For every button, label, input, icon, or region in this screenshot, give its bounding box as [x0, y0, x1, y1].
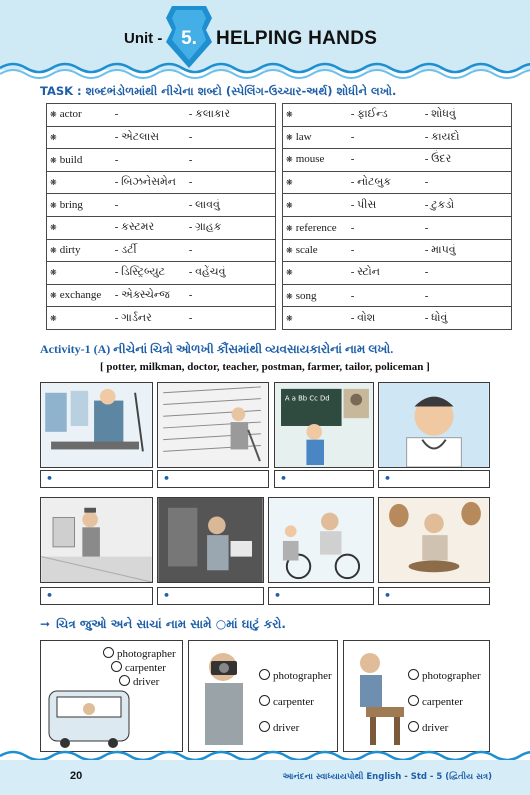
word-english: law [295, 130, 312, 143]
word-pronunciation: - [350, 243, 355, 256]
photographer-illustration [193, 645, 257, 749]
task-instruction [40, 84, 396, 99]
answer-box-6[interactable]: • [157, 587, 264, 605]
quiz2-option-carpenter[interactable]: carpenter [259, 695, 314, 708]
word-meaning: - વહેંચવું [188, 266, 226, 279]
word-cell[interactable] [283, 239, 512, 262]
quiz-box-driver [40, 640, 183, 752]
quiz3-option-driver[interactable]: driver [408, 721, 448, 734]
radio-circle-icon[interactable] [259, 721, 270, 732]
picture-doctor [378, 382, 490, 468]
word-english: exchange [59, 289, 102, 302]
word-pronunciation: - [350, 221, 355, 234]
word-meaning: - ઉંદર [424, 153, 452, 166]
word-meaning: - શોધવું [424, 108, 456, 121]
word-pronunciation: - ફાઈન્ડ [350, 108, 388, 121]
bullet-icon: ❋ [286, 223, 293, 233]
word-row [283, 149, 512, 172]
picture-milkman [268, 497, 374, 583]
task-text: શબ્દભંડોળમાંથી નીચેના શબ્દો (સ્પેલિંગ-ઉચ્ચાર-અર્થ) શોધીને લખો. [85, 84, 397, 98]
word-row [283, 216, 512, 239]
quiz3-option-carpenter[interactable]: carpenter [408, 695, 463, 708]
word-meaning: - કલાકાર [188, 108, 231, 121]
word-row [283, 104, 512, 127]
word-meaning: - ટુકડો [424, 198, 455, 211]
radio-circle-icon[interactable] [259, 669, 270, 680]
word-pronunciation: - [350, 153, 355, 166]
word-row [283, 262, 512, 285]
word-pronunciation: - [114, 153, 119, 166]
word-meaning: - [424, 266, 429, 279]
unit-label: Unit - [124, 30, 163, 47]
word-cell[interactable] [47, 216, 276, 239]
word-cell[interactable] [283, 307, 512, 330]
unit-number: 5. [181, 28, 197, 49]
word-english: scale [295, 243, 318, 256]
bullet-icon: ❋ [286, 245, 293, 255]
word-meaning: - [424, 176, 429, 189]
word-row [47, 216, 276, 239]
word-row [283, 284, 512, 307]
bullet-icon: ❋ [50, 155, 57, 165]
word-meaning: - [424, 289, 429, 302]
word-meaning: - [188, 311, 193, 324]
word-pronunciation: - એટલાસ [114, 130, 160, 143]
word-row [283, 307, 512, 330]
word-row [47, 284, 276, 307]
activity1-title: Activity-1 (A) નીચેનાં ચિત્રો ઓળખી કૌંસમાંથી વ્યવસાયકારોનાં નામ લખો. [40, 342, 394, 356]
bullet-icon: ❋ [50, 245, 57, 255]
word-pronunciation: - [350, 289, 355, 302]
bus-driver-illustration [47, 685, 131, 749]
radio-circle-icon[interactable] [408, 721, 419, 732]
word-cell[interactable] [47, 126, 276, 149]
word-pronunciation: - ડર્ટી [114, 243, 137, 256]
bullet-icon: ❋ [286, 313, 293, 323]
word-row [47, 307, 276, 330]
carpenter-illustration [346, 645, 408, 749]
word-meaning: - [188, 289, 193, 302]
task-label: TASK : [40, 84, 82, 98]
word-english: reference [295, 221, 337, 234]
radio-circle-icon[interactable] [111, 661, 122, 672]
word-meaning: - ગ્રાહક [188, 221, 222, 234]
word-english: song [295, 289, 317, 302]
word-pronunciation: - નોટબુક [350, 176, 392, 189]
bullet-icon: ❋ [286, 178, 293, 188]
quiz1-option-photographer[interactable]: photographer [103, 647, 176, 660]
word-cell[interactable] [283, 284, 512, 307]
bullet-icon: ❋ [286, 155, 293, 165]
word-cell[interactable] [47, 149, 276, 172]
bullet-icon: ❋ [50, 313, 57, 323]
word-cell[interactable] [47, 171, 276, 194]
bullet-icon: ❋ [286, 132, 293, 142]
answer-box-3[interactable]: • [274, 470, 374, 488]
word-meaning: - [188, 243, 193, 256]
word-english: mouse [295, 153, 325, 166]
word-pronunciation: - એક્સ્ચેન્જ [114, 289, 170, 302]
word-row [47, 104, 276, 127]
bullet-icon: ❋ [50, 200, 57, 210]
section2-title [40, 617, 286, 632]
bullet-icon: ❋ [286, 110, 293, 120]
word-meaning: - [188, 153, 193, 166]
bullet-icon: ❋ [50, 223, 57, 233]
bullet-icon: ❋ [286, 268, 293, 278]
word-row [283, 171, 512, 194]
radio-circle-icon[interactable] [119, 675, 130, 686]
arrow-right-icon: ➞ [40, 617, 51, 631]
word-english: dirty [59, 243, 81, 256]
word-meaning: - [424, 221, 429, 234]
picture-policeman [40, 497, 153, 583]
word-row [47, 239, 276, 262]
word-cell[interactable] [283, 126, 512, 149]
word-cell[interactable] [283, 216, 512, 239]
answer-box-2[interactable]: • [157, 470, 269, 488]
word-english: bring [59, 198, 83, 211]
word-cell[interactable] [283, 104, 512, 127]
word-pronunciation: - બિઝનેસમેન [114, 176, 176, 189]
word-meaning: - [188, 130, 193, 143]
quiz-box-photographer [188, 640, 338, 752]
quiz1-option-driver[interactable]: driver [119, 675, 159, 688]
quiz2-option-photographer[interactable]: photographer [259, 669, 332, 682]
word-pronunciation: - સ્ટોન [350, 266, 380, 279]
bullet-icon: ❋ [50, 268, 57, 278]
word-pronunciation: - [114, 108, 119, 121]
quiz-box-carpenter [343, 640, 490, 752]
footer-text: આનંદના સ્વાધ્યાયપોથી English - Std - 5 (દ્વિતીય સત્ર) [282, 772, 492, 782]
word-meaning: - માપવું [424, 243, 456, 256]
radio-circle-icon[interactable] [408, 695, 419, 706]
bullet-icon: ❋ [50, 291, 57, 301]
word-row [47, 126, 276, 149]
word-cell[interactable] [283, 194, 512, 217]
answer-box-8[interactable]: • [378, 587, 490, 605]
page-header [0, 0, 530, 90]
word-cell[interactable] [47, 104, 276, 127]
picture-tailor [40, 382, 153, 468]
word-english: actor [59, 108, 82, 121]
bullet-icon: ❋ [286, 200, 293, 210]
bullet-icon: ❋ [50, 132, 57, 142]
word-row [47, 262, 276, 285]
picture-postman [157, 497, 264, 583]
word-pronunciation: - વોશ [350, 311, 376, 324]
answer-box-5[interactable]: • [40, 587, 153, 605]
word-cell[interactable] [47, 307, 276, 330]
word-pronunciation: - કસ્ટમર [114, 221, 155, 234]
section2-text: ચિત્ર જુઓ અને સાચાં નામ સામે ○માં ઘાટું કરો. [56, 617, 286, 631]
word-cell[interactable] [47, 239, 276, 262]
answer-box-4[interactable]: • [378, 470, 490, 488]
word-pronunciation: - [114, 198, 119, 211]
answer-box-7[interactable]: • [268, 587, 374, 605]
word-pronunciation: - [350, 130, 355, 143]
word-pronunciation: - પીસ [350, 198, 377, 211]
bullet-icon: ❋ [50, 110, 57, 120]
bullet-icon: ❋ [286, 291, 293, 301]
word-row [47, 149, 276, 172]
quiz3-option-photographer[interactable]: photographer [408, 669, 481, 682]
quiz1-option-carpenter[interactable]: carpenter [111, 661, 166, 674]
word-cell[interactable] [47, 194, 276, 217]
picture-farmer [157, 382, 269, 468]
word-pronunciation: - ડિસ્ટ્રિબ્યુટ [114, 266, 166, 279]
word-meaning: - [188, 176, 193, 189]
activity1-options: [ potter, milkman, doctor, teacher, postman, farmer, tailor, policeman ] [100, 361, 430, 373]
header-wave-decoration [0, 58, 530, 80]
word-english: build [59, 153, 83, 166]
answer-box-1[interactable]: • [40, 470, 153, 488]
svg-text:A a Bb Cc Dd: A a Bb Cc Dd [284, 394, 330, 403]
bullet-icon: ❋ [50, 178, 57, 188]
page-number: 20 [70, 770, 83, 782]
word-cell[interactable] [283, 171, 512, 194]
word-cell[interactable] [47, 262, 276, 285]
word-cell[interactable] [283, 262, 512, 285]
word-row [47, 194, 276, 217]
word-row [283, 239, 512, 262]
quiz2-option-driver[interactable]: driver [259, 721, 299, 734]
unit-title: HELPING HANDS [216, 28, 378, 49]
word-table-right [282, 103, 512, 330]
word-row [47, 171, 276, 194]
word-cell[interactable] [47, 284, 276, 307]
picture-potter [378, 497, 490, 583]
word-table-left [46, 103, 276, 330]
word-meaning: - કાયદો [424, 130, 460, 143]
radio-circle-icon[interactable] [259, 695, 270, 706]
radio-circle-icon[interactable] [103, 647, 114, 658]
word-pronunciation: - ગાર્ડનર [114, 311, 152, 324]
word-meaning: - ધોવું [424, 311, 448, 324]
radio-circle-icon[interactable] [408, 669, 419, 680]
word-cell[interactable] [283, 149, 512, 172]
picture-teacher [274, 382, 374, 468]
word-row [283, 194, 512, 217]
word-row [283, 126, 512, 149]
word-meaning: - લાવવું [188, 198, 220, 211]
